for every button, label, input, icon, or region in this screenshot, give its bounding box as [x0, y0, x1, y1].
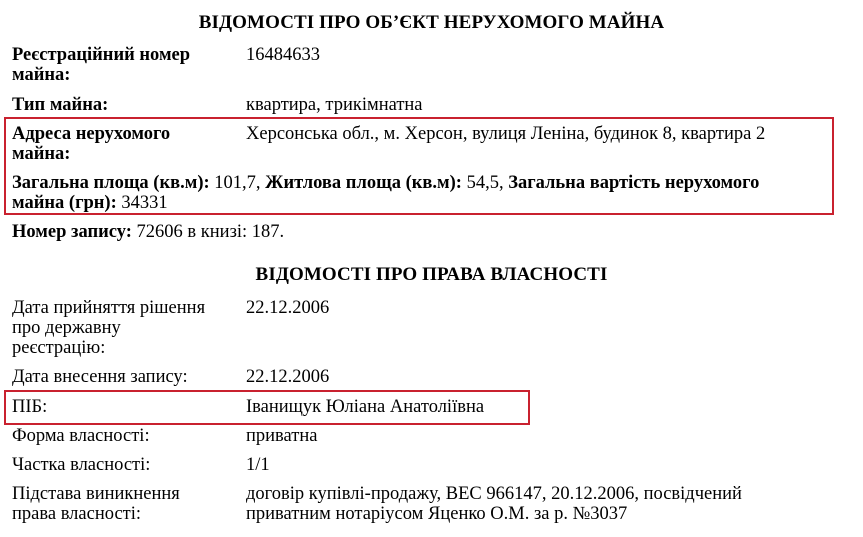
- ownership-basis-value-line1: договір купівлі-продажу, ВЕС 966147, 20.12.2006, посвідчений: [246, 484, 742, 504]
- total-cost-label-line1: Загальна вартість нерухомого: [508, 173, 760, 193]
- property-type-value: квартира, трикімнатна: [246, 95, 423, 115]
- address-label-line1: Адреса нерухомого: [12, 124, 171, 144]
- decision-date-label-line1: Дата прийняття рішення: [12, 298, 206, 318]
- decision-date-label-line3: реєстрацію:: [12, 338, 106, 358]
- ownership-form-label: Форма власності:: [12, 426, 150, 446]
- object-section-title: ВІДОМОСТІ ПРО ОБ’ЄКТ НЕРУХОМОГО МАЙНА: [198, 12, 665, 33]
- record-line: [12, 222, 284, 242]
- reg-number-label-line2: майна:: [12, 65, 71, 85]
- address-value: Херсонська обл., м. Херсон, вулиця Леніна, будинок 8, квартира 2: [246, 124, 766, 144]
- total-cost-label-line2: майна (грн):: [12, 193, 117, 213]
- owner-name-value: Іванищук Юліана Анатоліївна: [246, 397, 485, 417]
- cost-line: [12, 193, 168, 213]
- living-area-label: Житлова площа (кв.м):: [265, 173, 462, 193]
- record-number-value: 72606 в книзі: 187.: [136, 222, 285, 242]
- address-label-line2: майна:: [12, 144, 71, 164]
- reg-number-label-line1: Реєстраційний номер: [12, 45, 191, 65]
- decision-date-label-line2: про державну: [12, 318, 121, 338]
- reg-number-value: 16484633: [246, 45, 320, 65]
- owner-name-label: ПІБ:: [12, 397, 48, 417]
- ownership-basis-label-line1: Підстава виникнення: [12, 484, 180, 504]
- total-area-label: Загальна площа (кв.м):: [12, 173, 210, 193]
- ownership-form-value: приватна: [246, 426, 318, 446]
- decision-date-value: 22.12.2006: [246, 298, 330, 318]
- record-number-label: Номер запису:: [12, 222, 132, 242]
- total-area-value: 101,7,: [214, 173, 261, 193]
- living-area-value: 54,5,: [466, 173, 504, 193]
- ownership-basis-value-line2: приватним нотаріусом Яценко О.М. за р. №3037: [246, 504, 628, 524]
- rights-section-title: ВІДОМОСТІ ПРО ПРАВА ВЛАСНОСТІ: [255, 264, 608, 285]
- ownership-share-value: 1/1: [246, 455, 270, 475]
- ownership-basis-label-line2: права власності:: [12, 504, 142, 524]
- ownership-share-label: Частка власності:: [12, 455, 151, 475]
- entry-date-value: 22.12.2006: [246, 367, 330, 387]
- area-line: [12, 173, 759, 193]
- total-cost-value: 34331: [121, 193, 168, 213]
- property-type-label: Тип майна:: [12, 95, 109, 115]
- entry-date-label: Дата внесення запису:: [12, 367, 188, 387]
